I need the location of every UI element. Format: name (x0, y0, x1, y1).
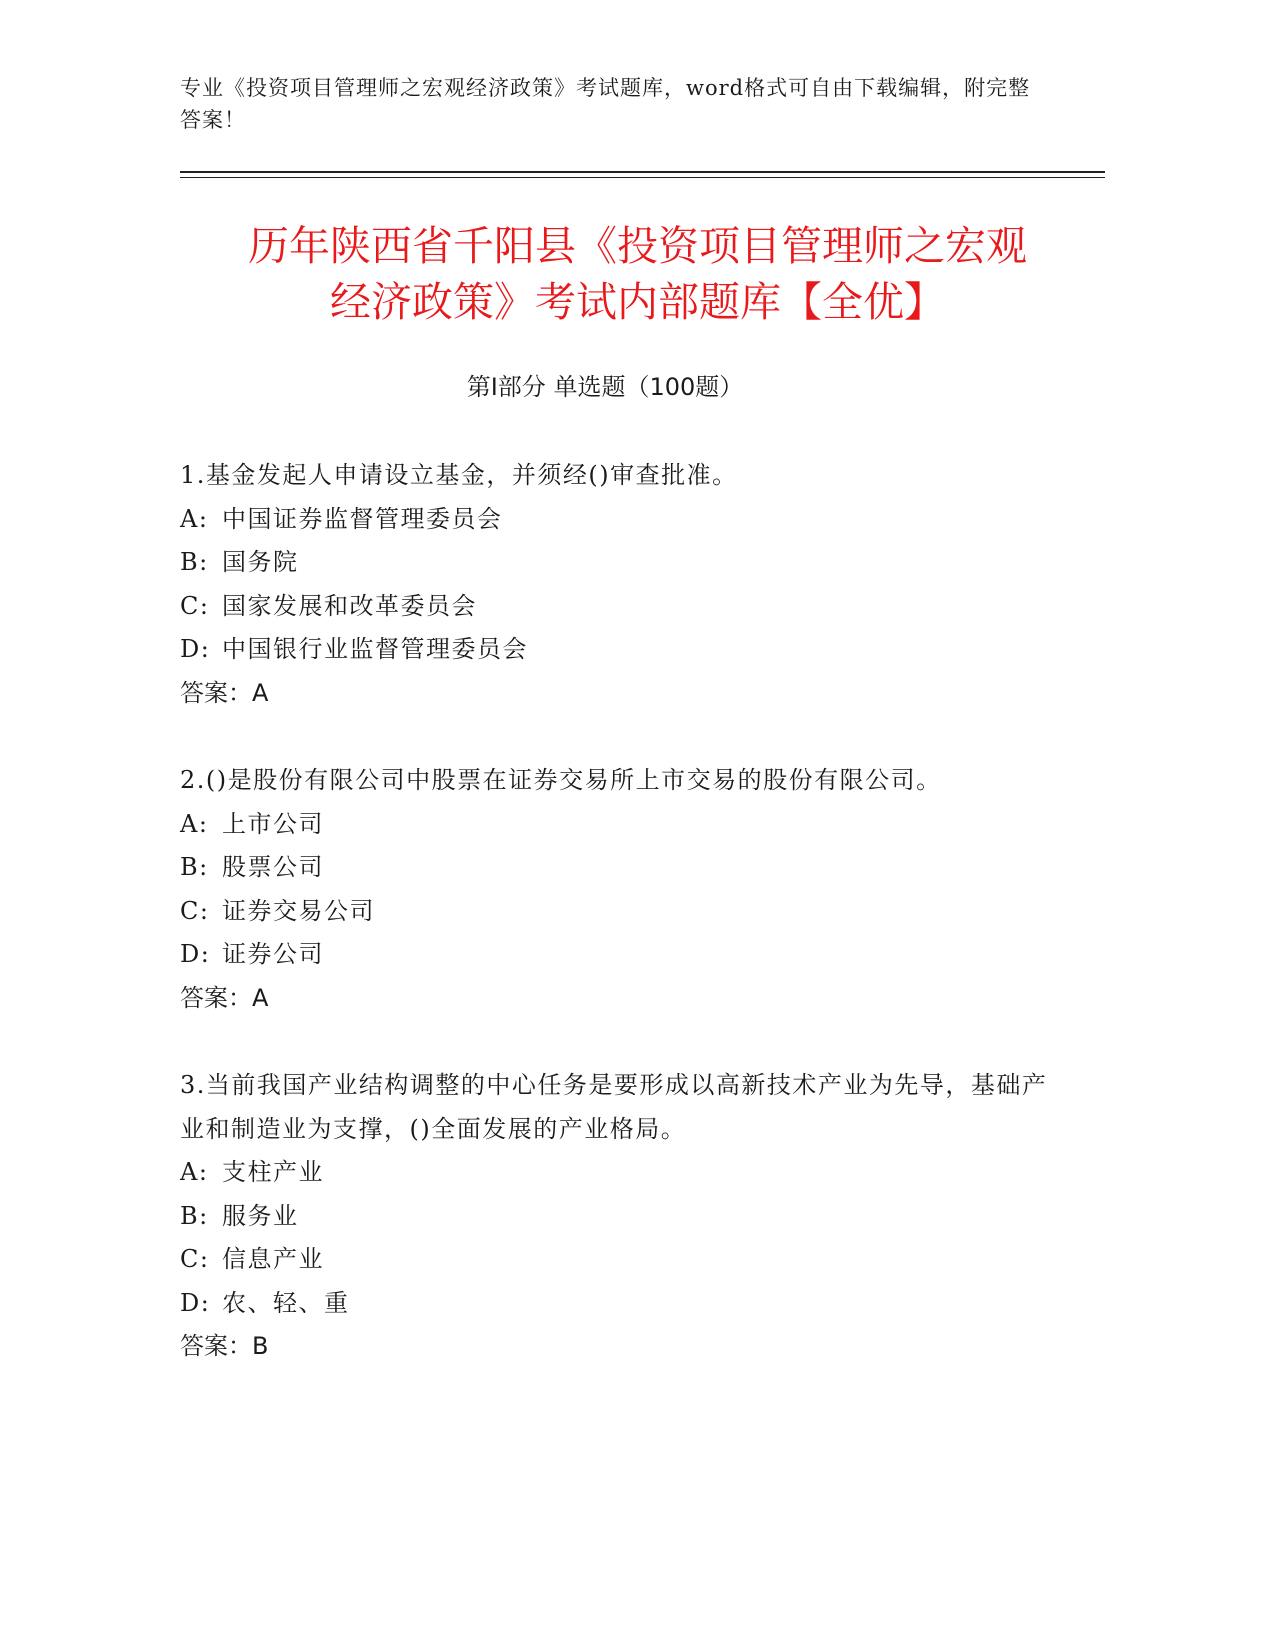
question-1 (180, 454, 1060, 715)
option-key: C: (180, 896, 210, 925)
option-a (180, 498, 1060, 542)
option-key: C: (180, 1245, 210, 1273)
option-key: A: (180, 1158, 209, 1186)
option-key: B: (180, 1201, 209, 1230)
option-text: 信息产业 (222, 1245, 324, 1273)
option-b (180, 1195, 1060, 1239)
header-rule-thin (180, 177, 1105, 178)
option-b (180, 541, 1060, 585)
answer: 答案：A (180, 678, 269, 707)
question-3 (180, 1064, 1060, 1369)
option-text: 农、轻、重 (222, 1288, 350, 1317)
option-key: C: (180, 591, 210, 620)
option-text: 股票公司 (222, 853, 324, 881)
option-b (180, 846, 1060, 890)
question-2 (180, 759, 1060, 1020)
title-line-1: 历年陕西省千阳县《投资项目管理师之宏观 (248, 222, 1027, 270)
answer: 答案：A (180, 983, 269, 1012)
option-text: 上市公司 (222, 809, 324, 838)
option-key: D: (180, 635, 211, 663)
option-text: 国务院 (222, 548, 299, 576)
option-d (180, 933, 1060, 977)
option-d (180, 1282, 1060, 1326)
question-text: 2.()是股份有限公司中股票在证券交易所上市交易的股份有限公司。 (180, 766, 942, 794)
document-title (150, 218, 1125, 330)
option-text: 中国银行业监督管理委员会 (222, 635, 528, 663)
option-key: A: (180, 809, 209, 838)
option-c (180, 585, 1060, 629)
option-text: 国家发展和改革委员会 (222, 591, 477, 620)
answer: 答案：B (180, 1332, 269, 1360)
option-key: A: (180, 504, 209, 533)
question-text: 1.基金发起人申请设立基金，并须经()审查批准。 (180, 461, 738, 489)
option-text: 中国证券监督管理委员会 (222, 504, 503, 533)
option-key: D: (180, 940, 211, 968)
option-text: 支柱产业 (222, 1158, 324, 1186)
option-text: 证券公司 (222, 940, 324, 968)
option-c (180, 890, 1060, 934)
question-text: 3.当前我国产业结构调整的中心任务是要形成以高新技术产业为先导，基础产业和制造业为支撑，()全面发展的产业格局。 (180, 1071, 1048, 1143)
option-text: 证券交易公司 (222, 896, 375, 925)
section-heading: 第Ⅰ部分 单选题（100题） (466, 373, 744, 401)
option-text: 服务业 (222, 1201, 299, 1230)
option-d (180, 628, 1060, 672)
option-a (180, 803, 1060, 847)
option-c (180, 1238, 1060, 1282)
option-key: B: (180, 853, 209, 881)
option-key: B: (180, 548, 209, 576)
header-note: 专业《投资项目管理师之宏观经济政策》考试题库，word格式可自由下载编辑，附完整答案！ (180, 76, 1031, 132)
title-line-2: 经济政策》考试内部题库【全优】 (330, 278, 945, 326)
option-a (180, 1151, 1060, 1195)
option-key: D: (180, 1288, 211, 1317)
header-rule (180, 171, 1105, 173)
